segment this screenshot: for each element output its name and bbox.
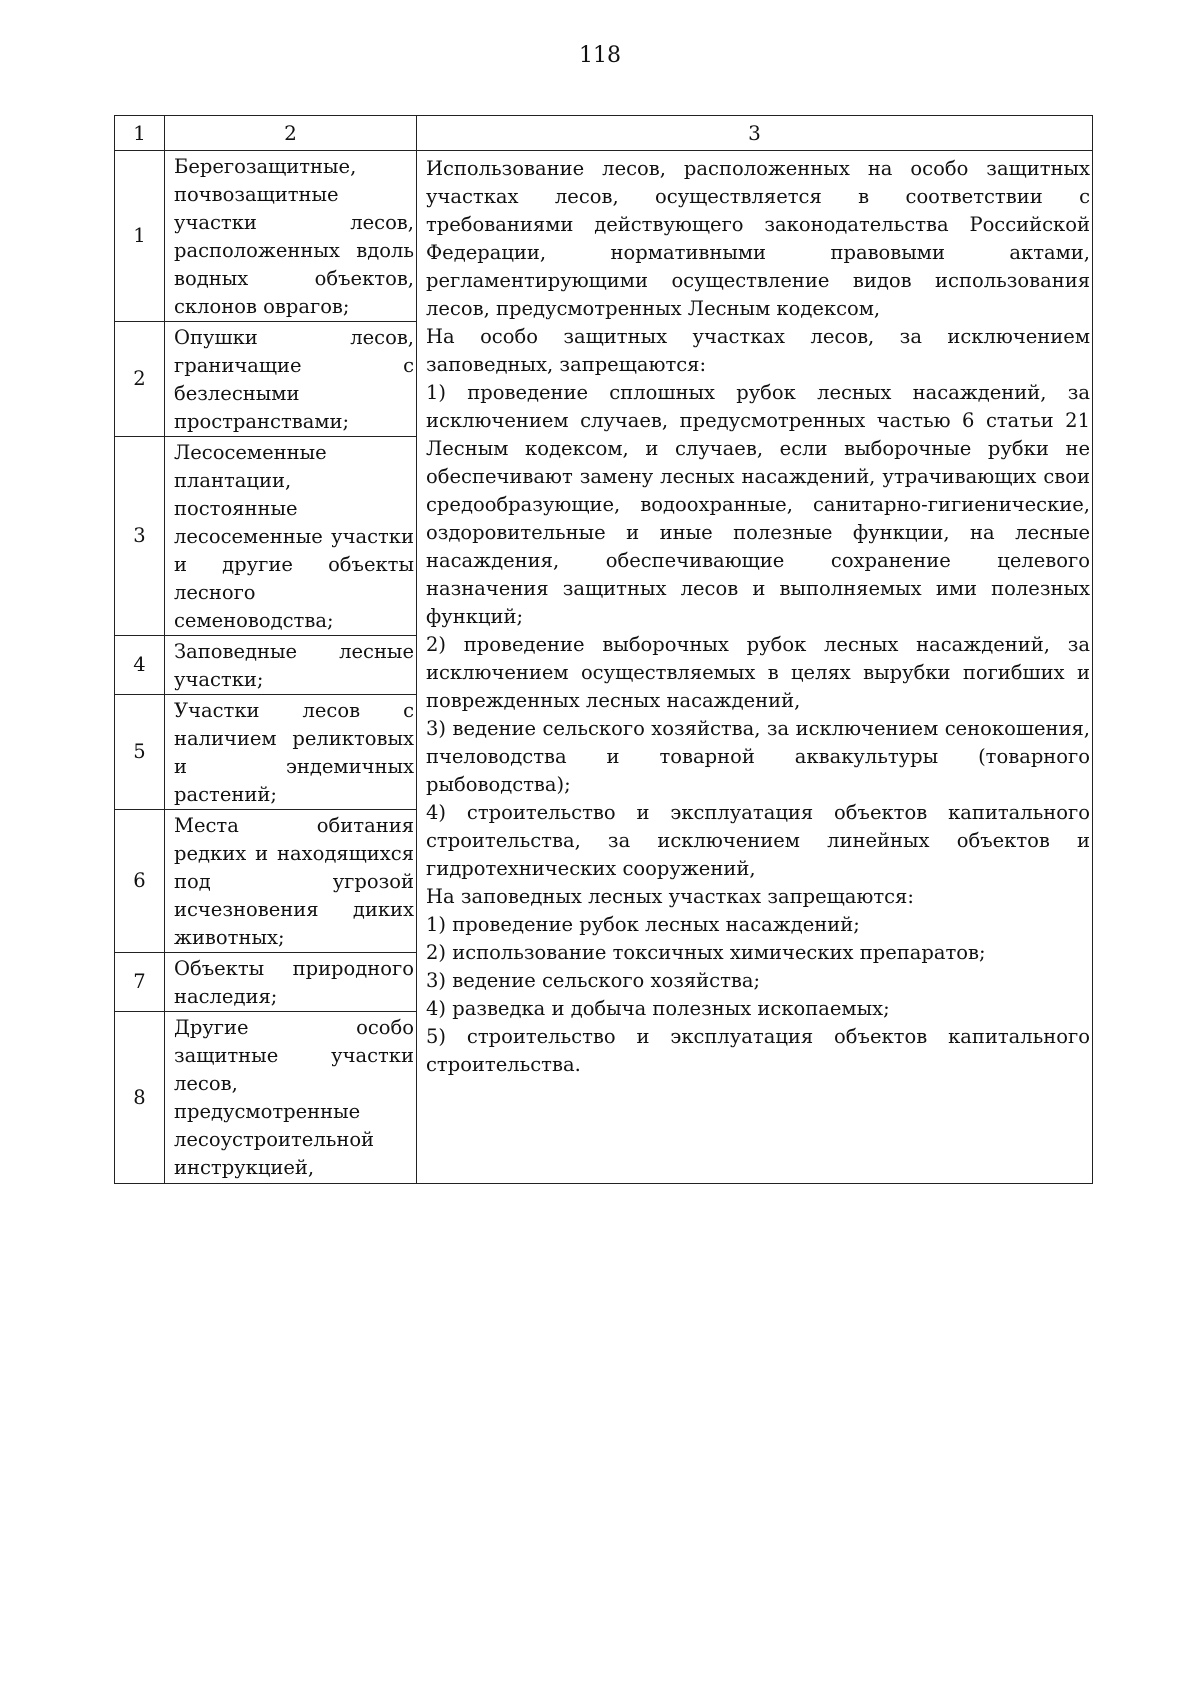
regime-paragraph: 2) проведение выборочных рубок лесных насаждений, за исключением осуществляемых в целях вырубки погибших и поврежденных лесных насаждений,	[426, 633, 1090, 712]
area-category: Объекты природного наследия;	[165, 953, 417, 1012]
area-category: Заповедные лесные участки;	[165, 636, 417, 695]
protective-forest-areas-table	[114, 115, 1093, 1184]
table-row	[115, 151, 1093, 322]
row-number: 4	[115, 636, 165, 695]
column-header-3: 3	[417, 116, 1093, 151]
area-category: Лесосеменные плантации, постоянные лесосеменные участки и другие объекты лесного семеноводства;	[165, 437, 417, 636]
table-header-row	[115, 116, 1093, 151]
column-header-1: 1	[115, 116, 165, 151]
regime-paragraph: 1) проведение рубок лесных насаждений;	[426, 913, 860, 936]
regime-paragraph: 2) использование токсичных химических препаратов;	[426, 941, 986, 964]
regime-paragraph: На особо защитных участках лесов, за исключением заповедных, запрещаются:	[426, 325, 1090, 376]
regime-paragraph: 5) строительство и эксплуатация объектов капитального строительства.	[426, 1025, 1090, 1076]
area-category: Участки лесов с наличием реликтовых и эндемичных растений;	[165, 695, 417, 810]
row-number: 6	[115, 810, 165, 953]
area-category: Другие особо защитные участки лесов, предусмотренные лесоустроительной инструкцией,	[165, 1012, 417, 1184]
regime-paragraph: 4) строительство и эксплуатация объектов капитального строительства, за исключением линейных объектов и гидротехнических сооружений,	[426, 801, 1090, 880]
regime-paragraph: 1) проведение сплошных рубок лесных насаждений, за исключением случаев, предусмотренных частью 6 статьи 21 Лесным кодексом, и случаев, если выборочные рубки не обеспечивают замену лесных насаждений, утрачивающих свои средообразующие, водоохранные, санитарно-гигиенические, оздоровительные и иные полезные функции, на лесные насаждения, обеспечивающие сохранение целевого назначения защитных лесов и выполняемых ими полезных функций;	[426, 381, 1090, 628]
regime-paragraph: На заповедных лесных участках запрещаются:	[426, 885, 914, 908]
area-category: Места обитания редких и находящихся под угрозой исчезновения диких животных;	[165, 810, 417, 953]
row-number: 2	[115, 322, 165, 437]
usage-regime-cell	[417, 151, 1093, 1184]
area-category: Берегозащитные, почвозащитные участки лесов, расположенных вдоль водных объектов, склонов оврагов;	[165, 151, 417, 322]
row-number: 1	[115, 151, 165, 322]
regime-paragraph: 3) ведение сельского хозяйства, за исключением сенокошения, пчеловодства и товарной аквакультуры (товарного рыбоводства);	[426, 717, 1090, 796]
column-header-2: 2	[165, 116, 417, 151]
row-number: 5	[115, 695, 165, 810]
regime-paragraph: Использование лесов, расположенных на особо защитных участках лесов, осуществляется в соответствии с требованиями действующего законодательства Российской Федерации, нормативными правовыми актами, регламентирующими осуществление видов использования лесов, предусмотренных Лесным кодексом,	[426, 157, 1090, 320]
regime-paragraph: 3) ведение сельского хозяйства;	[426, 969, 761, 992]
regime-paragraph: 4) разведка и добыча полезных ископаемых;	[426, 997, 890, 1020]
area-category: Опушки лесов, граничащие с безлесными пространствами;	[165, 322, 417, 437]
row-number: 3	[115, 437, 165, 636]
row-number: 8	[115, 1012, 165, 1184]
page-number: 118	[579, 43, 621, 68]
row-number: 7	[115, 953, 165, 1012]
